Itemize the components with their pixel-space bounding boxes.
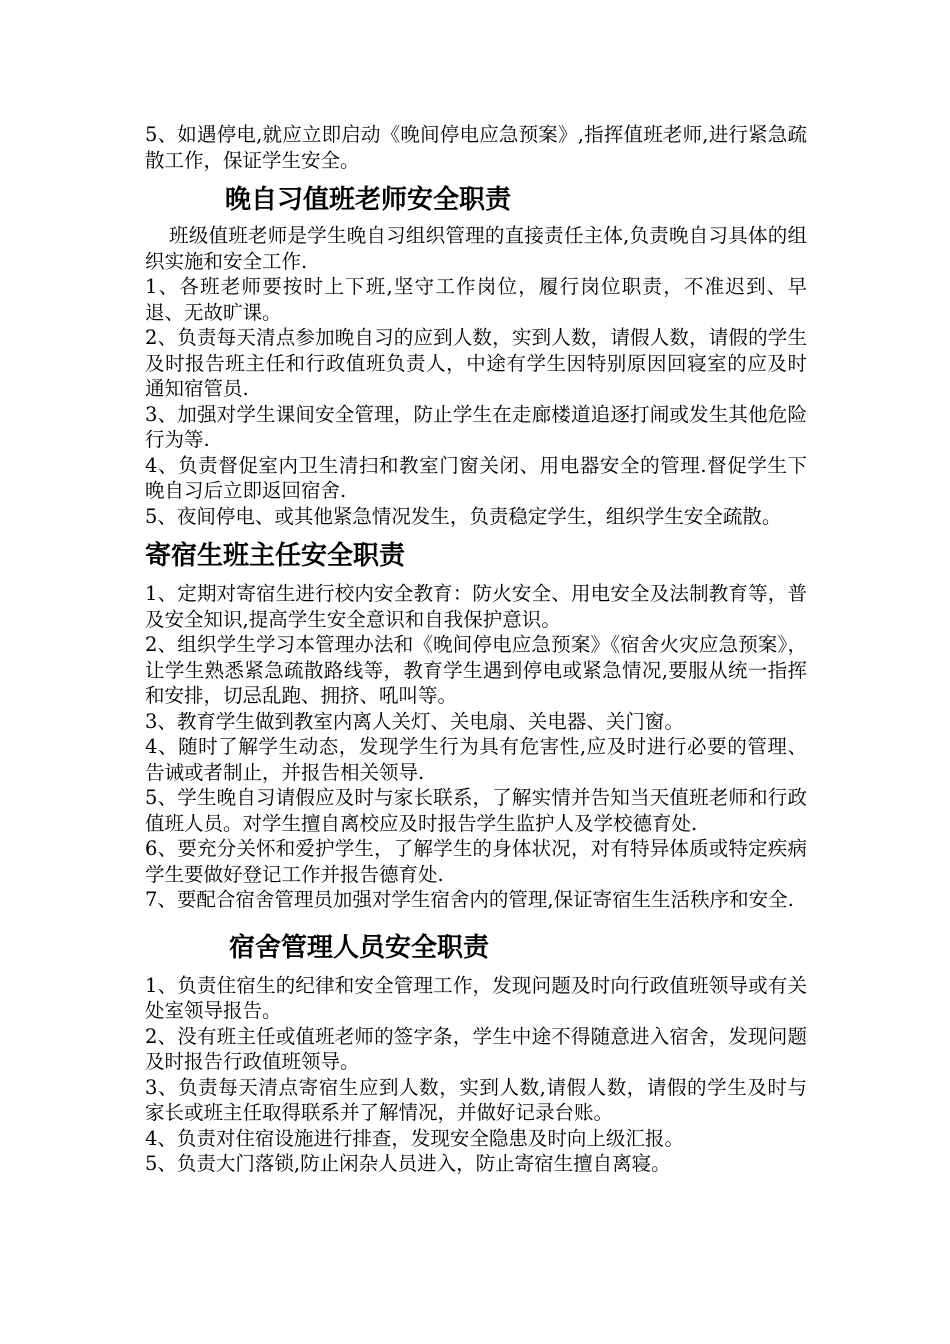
heading-boarding-head-teacher-duties: 寄宿生班主任安全职责 — [145, 541, 406, 571]
boarding-item-5: 5、学生晚自习请假应及时与家长联系，了解实情并告知当天值班老师和行政值班人员。对学生擅自离校应及时报告学生监护人及学校德育处. — [145, 786, 807, 835]
intro-item-5: 5、如遇停电,就应立即启动《晚间停电应急预案》,指挥值班老师,进行紧急疏散工作，保证学生安全。 — [145, 123, 807, 172]
dorm-item-5: 5、负责大门落锁,防止闲杂人员进入，防止寄宿生擅自离寝。 — [145, 1152, 671, 1175]
document-page — [145, 122, 807, 1177]
boarding-item-4: 4、随时了解学生动态，发现学生行为具有危害性,应及时进行必要的管理、告诫或者制止，并报告相关领导. — [145, 735, 807, 784]
dorm-item-1: 1、负责住宿生的纪律和安全管理工作，发现问题及时向行政值班领导或有关处室领导报告。 — [145, 973, 807, 1022]
evening-item-4: 4、负责督促室内卫生清扫和教室门窗关闭、用电器安全的管理.督促学生下晚自习后立即返回宿舍. — [145, 453, 807, 502]
boarding-item-7: 7、要配合宿舍管理员加强对学生宿舍内的管理,保证寄宿生生活秩序和安全. — [145, 888, 794, 911]
evening-lead-paragraph: 班级值班老师是学生晚自习组织管理的直接责任主体,负责晚自习具体的组织实施和安全工作. — [145, 224, 807, 273]
boarding-item-1: 1、定期对寄宿生进行校内安全教育：防火安全、用电安全及法制教育等，普及安全知识,提高学生安全意识和自我保护意识。 — [145, 582, 807, 631]
boarding-item-2: 2、组织学生学习本管理办法和《晚间停电应急预案》《宿舍火灾应急预案》，让学生熟悉紧急疏散路线等，教育学生遇到停电或紧急情况,要服从统一指挥和安排，切忌乱跑、拥挤、吼叫等。 — [145, 633, 807, 707]
evening-item-3: 3、加强对学生课间安全管理，防止学生在走廊楼道追逐打闹或发生其他危险行为等. — [145, 402, 807, 451]
evening-item-5: 5、夜间停电、或其他紧急情况发生，负责稳定学生，组织学生安全疏散。 — [145, 504, 782, 528]
dorm-item-4: 4、负责对住宿设施进行排查，发现安全隐患及时向上级汇报。 — [145, 1126, 684, 1150]
dorm-item-2: 2、没有班主任或值班老师的签字条，学生中途不得随意进入宿舍，发现问题及时报告行政值班领导。 — [145, 1024, 807, 1073]
dorm-item-3: 3、负责每天清点寄宿生应到人数，实到人数,请假人数，请假的学生及时与家长或班主任取得联系并了解情况，并做好记录台账。 — [145, 1075, 807, 1124]
evening-item-2: 2、负责每天清点参加晚自习的应到人数，实到人数，请假人数，请假的学生及时报告班主任和行政值班负责人，中途有学生因特别原因回寝室的应及时通知宿管员. — [145, 326, 807, 400]
boarding-item-6: 6、要充分关怀和爱护学生，了解学生的身体状况，对有特异体质或特定疾病学生要做好登记工作并报告德育处. — [145, 837, 807, 886]
evening-item-1: 1、各班老师要按时上下班,坚守工作岗位，履行岗位职责，不准迟到、早退、无故旷课。 — [145, 275, 807, 324]
heading-dorm-manager-duties: 宿舍管理人员安全职责 — [229, 932, 490, 963]
boarding-item-3: 3、教育学生做到教室内离人关灯、关电扇、关电器、关门窗。 — [145, 709, 684, 733]
heading-evening-teacher-duties: 晚自习值班老师安全职责 — [225, 185, 512, 215]
